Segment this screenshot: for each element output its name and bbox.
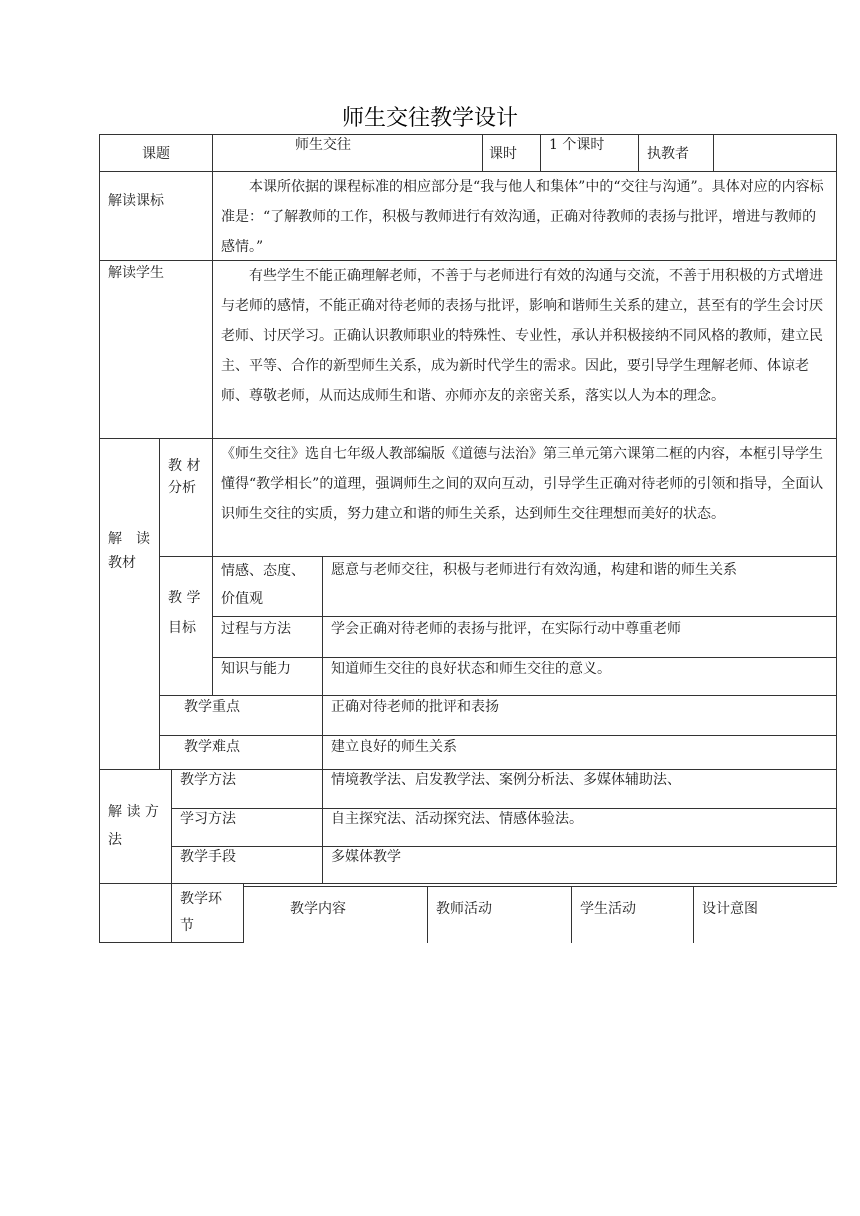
methods-label-line1: 解 读 方	[108, 804, 159, 820]
teaching-means-text: 多媒体教学	[322, 846, 837, 884]
teaching-method-text: 情境教学法、启发教学法、案例分析法、多媒体辅助法、	[322, 769, 837, 809]
goal-dimension-emotion	[212, 556, 323, 617]
analysis-text: 《师生交往》选自七年级人教部编版《道德与法治》第三单元第六课第二框的内容，本框引导学生懂得“教学相长”的道理，强调师生之间的双向互动，引导学生正确对待老师的引领和指导，全面认识师生交往的实质，努力建立和谐的师生关系，达到师生交往理想而美好的状态。	[212, 438, 837, 557]
goals-label	[159, 556, 213, 696]
stage-header	[171, 883, 244, 943]
key-point-text: 正确对待老师的批评和表扬	[322, 695, 837, 736]
key-point-label: 教学重点	[159, 695, 323, 736]
student-activity-header: 学生活动	[571, 886, 694, 943]
process-blank-cell	[99, 883, 172, 943]
teaching-method-label: 教学方法	[171, 769, 323, 809]
goals-label-line2: 目标	[168, 620, 196, 636]
students-text: 有些学生不能正确理解老师，不善于与老师进行有效的沟通与交流，不善于用积极的方式增进与老师的感情，不能正确对待老师的表扬与批评，影响和谐师生关系的建立，甚至有的学生会讨厌老师、讨厌学习。正确认识教师职业的特殊性、专业性，承认并积极接纳不同风格的教师，建立民主、平等、合作的新型师生关系，成为新时代学生的需求。因此，要引导学生理解老师、体谅老师、尊敬老师，从而达成师生和谐、亦师亦友的亲密关系，落实以人为本的理念。	[212, 260, 837, 439]
goal-dimension-emotion-line2: 价值观	[221, 591, 263, 607]
analysis-label-line2: 分析	[168, 480, 196, 496]
topic-value: 师生交往	[212, 134, 483, 172]
topic-label: 课题	[99, 134, 213, 172]
methods-label	[99, 769, 172, 884]
difficulty-label: 教学难点	[159, 735, 323, 770]
goal-dimension-emotion-line1: 情感、态度、	[221, 563, 305, 579]
hours-value: 1 个课时	[540, 134, 639, 172]
design-intent-header: 设计意图	[693, 886, 837, 943]
goal-text-emotion: 愿意与老师交往，积极与老师进行有效沟通，构建和谐的师生关系	[322, 556, 837, 617]
stage-header-line2: 节	[180, 918, 194, 934]
analysis-label	[159, 438, 213, 557]
hours-label: 课时	[482, 134, 541, 172]
learning-method-text: 自主探究法、活动探究法、情感体验法。	[322, 808, 837, 847]
learning-method-label: 学习方法	[171, 808, 323, 847]
methods-label-line2: 法	[108, 832, 122, 848]
goal-text-knowledge: 知道师生交往的良好状态和师生交往的意义。	[322, 657, 837, 696]
goal-text-process: 学会正确对待老师的表扬与批评，在实际行动中尊重老师	[322, 616, 837, 658]
students-label: 解读学生	[99, 260, 213, 439]
textbook-label-line1: 解 读	[108, 531, 150, 547]
textbook-label	[99, 438, 160, 770]
teacher-label: 执教者	[638, 134, 714, 172]
content-header: 教学内容	[243, 886, 428, 943]
goal-dimension-knowledge: 知识与能力	[212, 657, 323, 696]
goal-dimension-process: 过程与方法	[212, 616, 323, 658]
textbook-label-line2: 教材	[108, 555, 136, 571]
difficulty-text: 建立良好的师生关系	[322, 735, 837, 770]
teaching-means-label: 教学手段	[171, 846, 323, 884]
teacher-activity-header: 教师活动	[427, 886, 572, 943]
goals-label-line1: 教 学	[168, 590, 201, 606]
analysis-label-line1: 教 材	[168, 458, 201, 474]
stage-header-line1: 教学环	[180, 891, 222, 907]
standards-label: 解读课标	[99, 171, 213, 261]
standards-text: 本课所依据的课程标准的相应部分是“我与他人和集体”中的“交往与沟通”。具体对应的内容标准是：“了解教师的工作，积极与教师进行有效沟通，正确对待教师的表扬与批评，增进与教师的感情。”	[212, 171, 837, 261]
teacher-value	[713, 134, 837, 172]
page-title: 师生交往教学设计	[341, 106, 518, 131]
